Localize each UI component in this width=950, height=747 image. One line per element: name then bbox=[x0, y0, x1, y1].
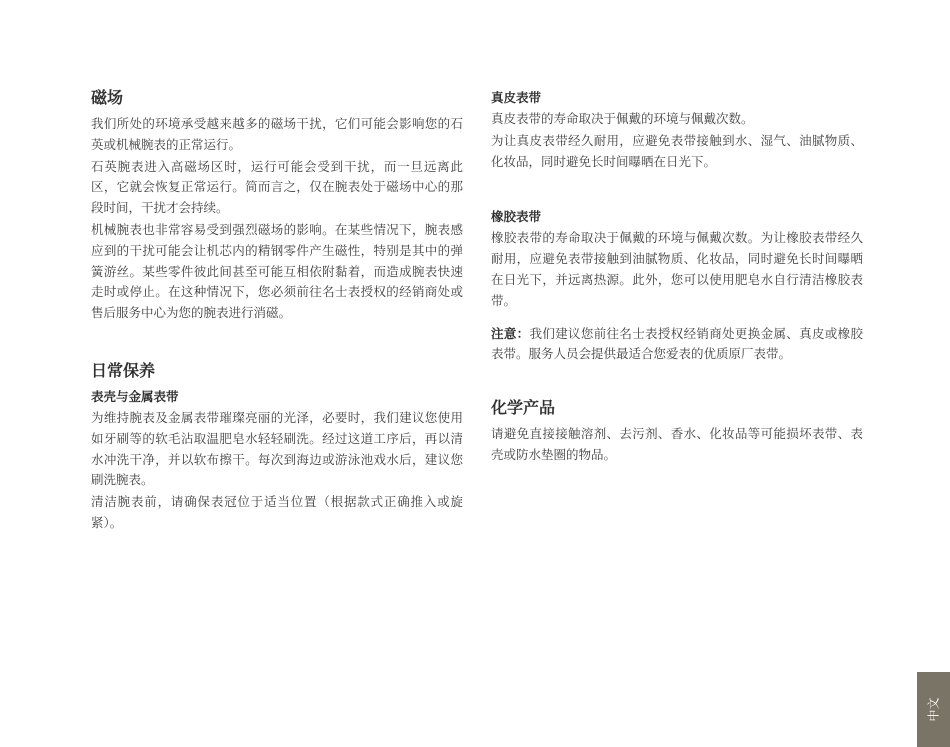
note-label: 注意： bbox=[491, 325, 530, 341]
magnetism-paragraph-3: 机械腕表也非常容易受到强烈磁场的影响。在某些情况下，腕表感应到的干扰可能会让机芯内的精钢零件产生磁性，特别是其中的弹簧游丝。某些零件彼此间甚至可能互相依附黏着，而造成腕表快速走时或停止。在这种情况下，您必须前往名士表授权的经销商处或售后服务中心为您的腕表进行消磁。 bbox=[91, 221, 463, 321]
rubber-strap-section bbox=[491, 207, 863, 311]
language-tab-label: 中文 bbox=[926, 697, 941, 722]
magnetism-paragraph-2: 石英腕表进入高磁场区时，运行可能会受到干扰，而一旦远离此区，它就会恢复正常运行。简而言之，仅在腕表处于磁场中心的那段时间，干扰才会持续。 bbox=[91, 158, 463, 216]
spacer bbox=[91, 325, 463, 361]
case-bracelet-subheading: 表壳与金属表带 bbox=[91, 388, 179, 404]
magnetism-heading: 磁场 bbox=[91, 88, 124, 107]
chemicals-heading: 化学产品 bbox=[491, 398, 556, 418]
daily-care-heading: 日常保养 bbox=[91, 360, 156, 380]
rubber-strap-heading: 橡胶表带 bbox=[491, 209, 542, 225]
spacer bbox=[491, 313, 863, 324]
language-tab[interactable] bbox=[917, 672, 950, 747]
chemicals-paragraph: 请避免直接接触溶剂、去污剂、香水、化妆品等可能损坏表带、表壳或防水垫圈的物品。 bbox=[491, 426, 863, 462]
chemicals-section bbox=[491, 398, 863, 466]
leather-strap-paragraph-2: 为让真皮表带经久耐用，应避免表带接触到水、湿气、油腻物质、化妆品，同时避免长时间曝晒在日光下。 bbox=[491, 132, 863, 169]
note-paragraph bbox=[491, 324, 863, 366]
left-column bbox=[91, 88, 463, 535]
daily-care-paragraph-2: 清洁腕表前，请确保表冠位于适当位置（根据款式正确推入或旋紧）。 bbox=[91, 494, 463, 530]
leather-strap-section bbox=[491, 88, 863, 172]
spacer bbox=[491, 173, 863, 207]
leather-strap-paragraph-1: 真皮表带的寿命取决于佩戴的环境与佩戴次数。 bbox=[491, 111, 754, 126]
right-column bbox=[491, 88, 863, 467]
rubber-strap-paragraph: 橡胶表带的寿命取决于佩戴的环境与佩戴次数。为让橡胶表带经久耐用，应避免表带接触到油腻物质、化妆品，同时避免长时间曝晒在日光下，并远离热源。此外，您可以使用肥皂水自行清洁橡胶表带。 bbox=[491, 230, 863, 308]
magnetism-section bbox=[91, 88, 463, 324]
note-text: 我们建议您前往名士表授权经销商处更换金属、真皮或橡胶表带。服务人员会提供最适合您爱表的优质原厂表带。 bbox=[491, 325, 863, 362]
spacer bbox=[491, 366, 863, 398]
magnetism-paragraph-1: 我们所处的环境承受越来越多的磁场干扰，它们可能会影响您的石英或机械腕表的正常运行。 bbox=[91, 116, 463, 152]
daily-care-paragraph-1: 为维持腕表及金属表带璀璨亮丽的光泽，必要时，我们建议您使用如牙刷等的软毛沾取温肥皂水轻轻刷洗。经过这道工序后，再以清水冲洗干净，并以软布擦干。每次到海边或游泳池戏水后，建议您刷洗腕表。 bbox=[91, 409, 463, 488]
leather-strap-heading: 真皮表带 bbox=[491, 90, 542, 105]
daily-care-section bbox=[91, 361, 463, 534]
